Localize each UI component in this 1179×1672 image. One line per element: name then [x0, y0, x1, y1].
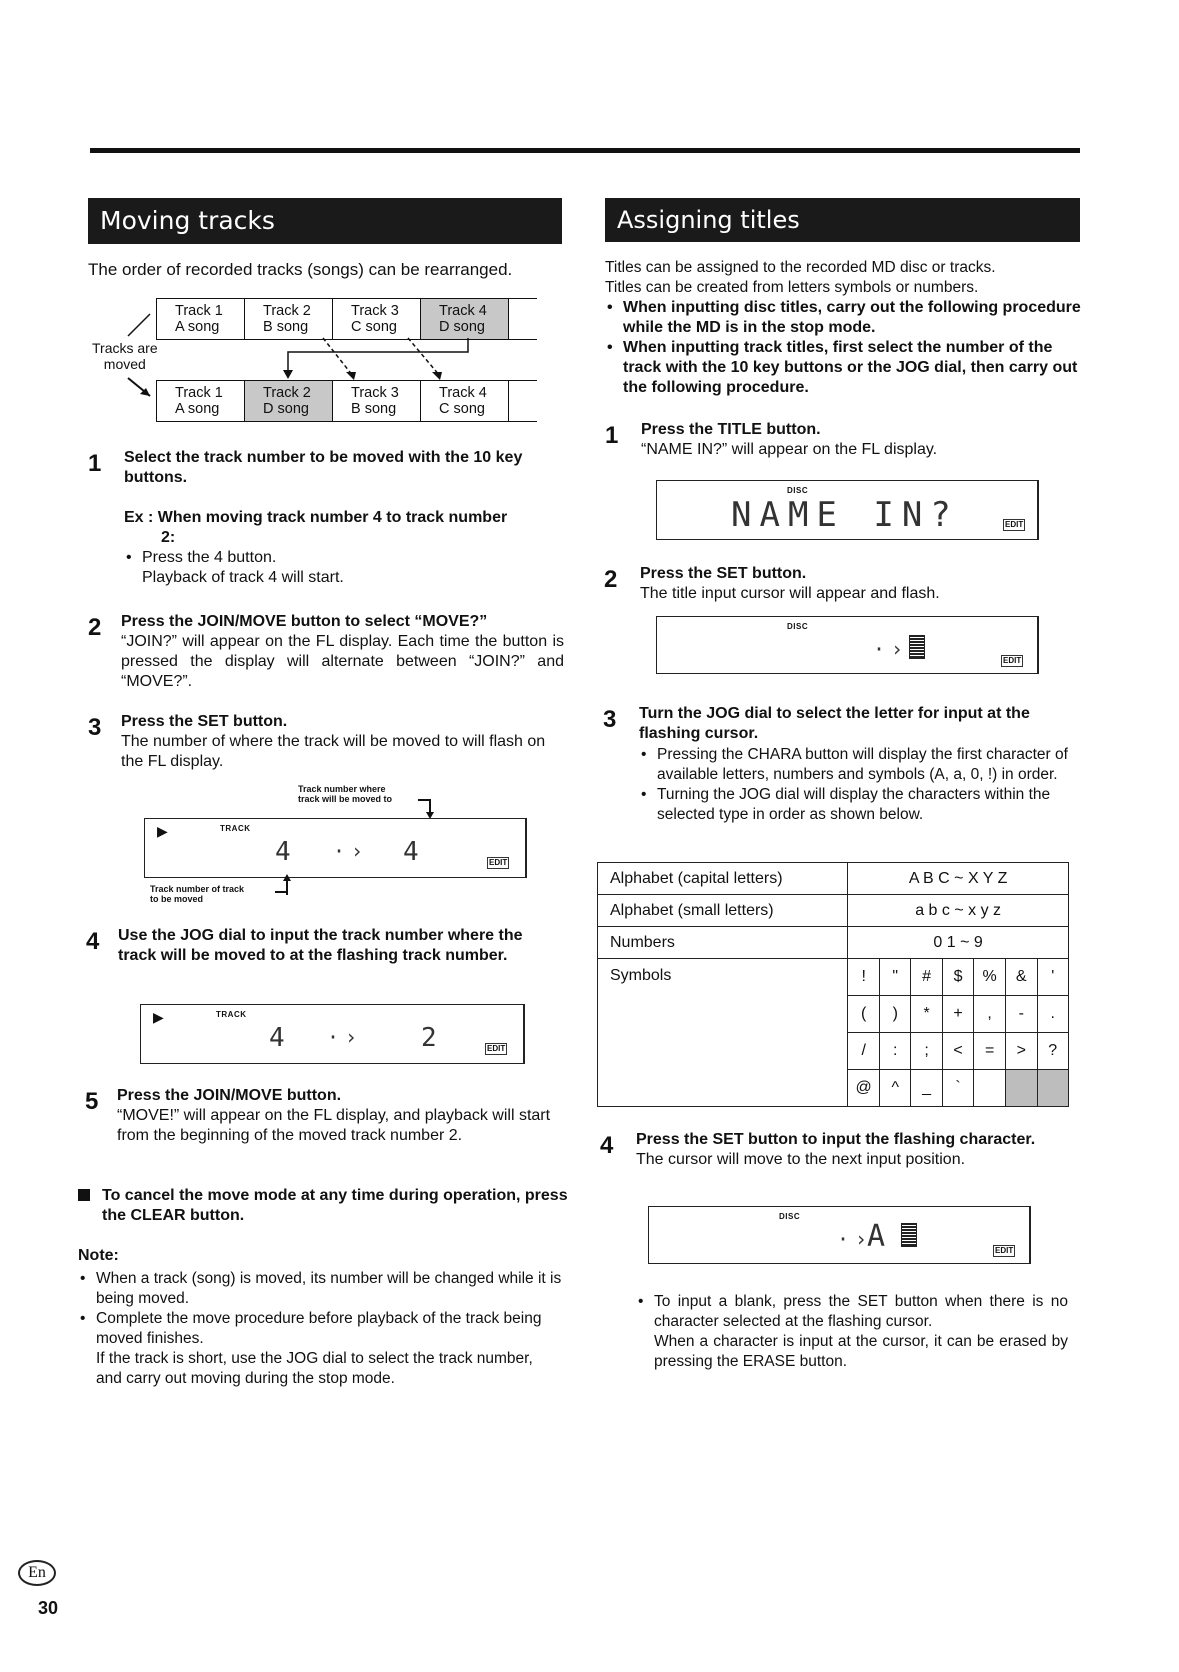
intro-text: The order of recorded tracks (songs) can be rearranged. [88, 260, 513, 279]
move-arrows [88, 292, 562, 428]
titles-intro: Titles can be assigned to the recorded MD disc or tracks. Titles can be created from letters symbols or numbers. • When inputting disc titles, carry out the following procedure while the MD is in the stop mode. • When inputting track titles, first select the number of the track with the 10 key buttons or the JOG dial, then carry out the following procedure. [605, 258, 1083, 398]
top-track-row: Track 1 A song Track 2 B song Track 3 C song Track 4 D song [156, 298, 537, 340]
flashing-cursor [909, 635, 925, 659]
left-step-4: 4 Use the JOG dial to input the track number where the track will be moved to at the flashing track number. [86, 927, 523, 964]
left-step-5: 5 Press the JOIN/MOVE button. “MOVE!” will appear on the FL display, and playback will start from the beginning of the moved track number 2. [85, 1087, 551, 1144]
note-item: • When a track (song) is moved, its number will be changed while it is being moved. [78, 1269, 562, 1309]
track-move-diagram [88, 292, 562, 428]
callout-arrow-bottom [275, 874, 295, 896]
left-step-3: 3 Press the SET button. The number of where the track will be moved to will flash on the FL display. [88, 713, 546, 770]
right-step-1: 1 Press the TITLE button. “NAME IN?” will appear on the FL display. [605, 421, 938, 458]
left-step-1: 1 Select the track number to be moved with the 10 key buttons. Ex : When moving track number 4 to track number 2: • Press the 4 button. Playback of track 4 will start. [124, 448, 564, 588]
fl-display-cursor: DISC ·› EDIT [656, 616, 1039, 674]
cancel-instruction: To cancel the move mode at any time during operation, press the CLEAR button. [78, 1186, 582, 1226]
right-step-4: 4 Press the SET button to input the flashing character. The cursor will move to the next input position. [600, 1131, 1036, 1168]
moving-tracks-section [88, 198, 562, 280]
callout-move-to: Track number where track will be moved to [298, 784, 393, 804]
right-step-2: 2 Press the SET button. The title input cursor will appear and flash. [604, 565, 940, 602]
flashing-cursor [901, 1223, 917, 1247]
fl-display-step4: ▶ TRACK 4 ·› 2 EDIT [140, 1004, 525, 1064]
page-number: 30 [38, 1598, 59, 1618]
fl-display-name-in: DISC NAME IN? EDIT [656, 480, 1039, 540]
example-line: Ex : When moving track number 4 to track number [124, 509, 508, 526]
character-table: Alphabet (capital letters) A B C ~ X Y Z Alphabet (small letters) a b c ~ x y z Numbers 0 1 ~ 9 Symbols ! " # $ % & ' ( ) * + , - . / : ; < = > ? @ ^ _ ` [597, 862, 1069, 1107]
fl-display-step3: ▶ TRACK 4 ·› 4 EDIT [144, 818, 527, 878]
callout-arrow-top [418, 798, 438, 820]
section-title: Moving tracks [88, 198, 562, 244]
section-title: Assigning titles [605, 198, 1080, 242]
step-title: Select the track number to be moved with the 10 key buttons. [124, 449, 523, 486]
assigning-titles-section [605, 198, 1080, 242]
bottom-track-row: Track 1 A song Track 2 D song Track 3 B song Track 4 C song [156, 380, 537, 422]
note-item: • Complete the move procedure before playback of the track being moved finishes. [78, 1309, 562, 1349]
fl-display-input-char: DISC ·› A EDIT [648, 1206, 1031, 1264]
left-step-2: 2 Press the JOIN/MOVE button to select “MOVE?” “JOIN?” will appear on the FL display. Each time the button is pressed the display will alternate between “JOIN?” and “MOVE?”. [88, 613, 564, 690]
language-mark: En [18, 1560, 56, 1586]
callout-to-be-moved: Track number of track to be moved [150, 884, 245, 904]
tracks-moved-label: Tracks are moved [92, 340, 158, 372]
top-rule [90, 148, 1080, 153]
notes: Note: • When a track (song) is moved, its number will be changed while it is being moved. • Complete the move procedure before playback of the track being moved finishes. If the track is short, use the JOG dial to select the track number, and carry out moving during the stop mode. [78, 1246, 562, 1389]
right-step-3: 3 Turn the JOG dial to select the letter for input at the flashing cursor. • Pressing the CHARA button will display the first character of available letters, numbers and symbols (A, a, 0, !) in order. • Turning the JOG dial will display the characters within the selected type in order as shown below. [639, 704, 1081, 825]
blank-input-note: • To input a blank, press the SET button when there is no character selected at the flashing cursor. When a character is input at the cursor, it can be erased by pressing the ERASE button. [636, 1292, 1068, 1372]
